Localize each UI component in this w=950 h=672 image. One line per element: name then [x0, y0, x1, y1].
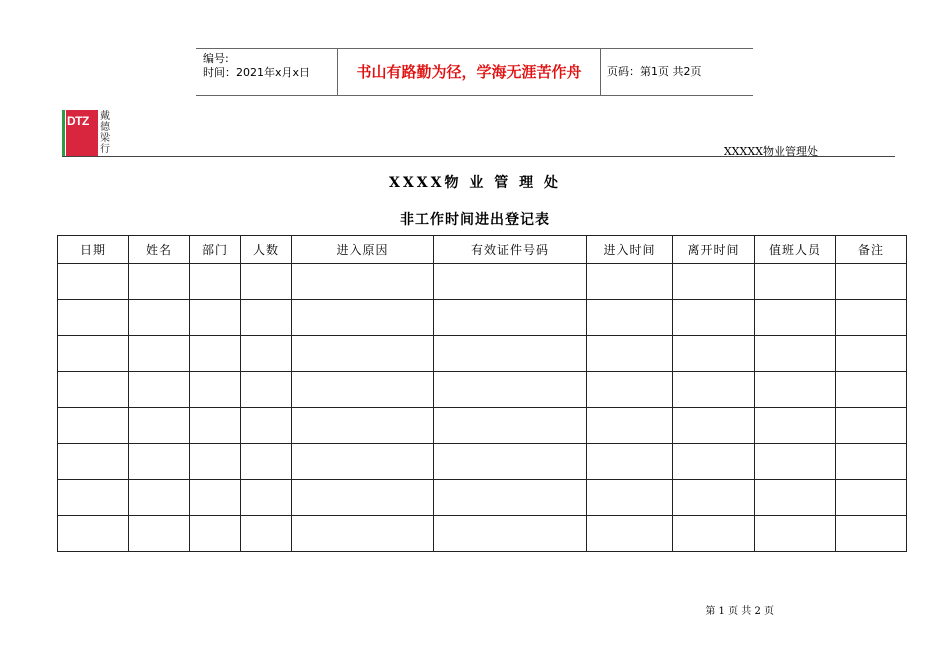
table-cell	[58, 444, 129, 480]
table-cell	[292, 300, 434, 336]
table-cell	[129, 336, 190, 372]
col-header-name: 姓名	[129, 236, 190, 264]
table-cell	[292, 516, 434, 552]
table-cell	[190, 372, 241, 408]
table-cell	[129, 408, 190, 444]
table-cell	[292, 480, 434, 516]
org-name: XXXXX物业管理处	[723, 145, 818, 158]
time-label: 时间：2021年x月x日	[203, 66, 311, 79]
table-cell	[292, 264, 434, 300]
col-header-entry-time: 进入时间	[587, 236, 673, 264]
table-cell	[190, 516, 241, 552]
table-cell	[241, 444, 292, 480]
table-cell	[58, 516, 129, 552]
register-table	[57, 235, 907, 552]
table-row	[58, 336, 907, 372]
table-header-row	[58, 236, 907, 264]
table-cell	[587, 300, 673, 336]
col-header-duty-staff: 值班人员	[755, 236, 836, 264]
col-header-date: 日期	[58, 236, 129, 264]
table-cell	[673, 444, 755, 480]
table-cell	[434, 444, 587, 480]
page-footer: 第 1 页 共 2 页	[705, 606, 774, 617]
table-cell	[190, 300, 241, 336]
table-row	[58, 372, 907, 408]
table-cell	[58, 408, 129, 444]
table-cell	[58, 480, 129, 516]
col-header-reason: 进入原因	[292, 236, 434, 264]
table-cell	[292, 372, 434, 408]
table-row	[58, 300, 907, 336]
table-row	[58, 408, 907, 444]
document-title: XXXX物 业 管 理 处	[389, 175, 561, 191]
table-row	[58, 264, 907, 300]
serial-label: 编号:	[203, 52, 229, 65]
table-cell	[755, 336, 836, 372]
table-cell	[587, 264, 673, 300]
table-cell	[129, 372, 190, 408]
table-cell	[292, 444, 434, 480]
table-cell	[129, 264, 190, 300]
table-cell	[587, 444, 673, 480]
table-cell	[836, 300, 907, 336]
table-cell	[129, 480, 190, 516]
col-header-exit-time: 离开时间	[673, 236, 755, 264]
table-cell	[673, 264, 755, 300]
table-cell	[58, 372, 129, 408]
table-cell	[755, 444, 836, 480]
table-cell	[292, 408, 434, 444]
table-cell	[836, 480, 907, 516]
table-cell	[836, 336, 907, 372]
table-cell	[129, 444, 190, 480]
table-cell	[755, 408, 836, 444]
table-cell	[241, 336, 292, 372]
table-cell	[587, 336, 673, 372]
table-cell	[129, 300, 190, 336]
table-cell	[836, 372, 907, 408]
table-cell	[292, 336, 434, 372]
header-meta	[196, 49, 338, 95]
table-cell	[673, 336, 755, 372]
table-cell	[755, 300, 836, 336]
col-header-id-number: 有效证件号码	[434, 236, 587, 264]
table-cell	[673, 372, 755, 408]
header-page-info: 页码：第1页 共2页	[607, 65, 702, 78]
table-cell	[190, 444, 241, 480]
table-cell	[241, 372, 292, 408]
logo-char-1: 戴	[100, 111, 110, 122]
table-cell	[58, 264, 129, 300]
table-cell	[190, 480, 241, 516]
logo-text: DTZ	[67, 114, 89, 128]
logo-char-2: 德	[100, 122, 110, 133]
page-header	[196, 48, 753, 96]
header-slogan: 书山有路勤为径，学海无涯苦作舟	[338, 49, 601, 95]
table-cell	[241, 516, 292, 552]
table-cell	[587, 480, 673, 516]
table-cell	[755, 516, 836, 552]
table-cell	[673, 516, 755, 552]
table-row	[58, 444, 907, 480]
logo-char-4: 行	[100, 144, 110, 155]
col-header-department: 部门	[190, 236, 241, 264]
table-cell	[190, 408, 241, 444]
table-cell	[58, 336, 129, 372]
table-cell	[836, 516, 907, 552]
col-header-count: 人数	[241, 236, 292, 264]
table-cell	[587, 516, 673, 552]
table-cell	[755, 372, 836, 408]
table-row	[58, 516, 907, 552]
header-divider	[62, 156, 895, 157]
document-subtitle: 非工作时间进出登记表	[400, 212, 550, 228]
table-cell	[755, 264, 836, 300]
table-cell	[434, 300, 587, 336]
table-cell	[673, 480, 755, 516]
col-header-remarks: 备注	[836, 236, 907, 264]
table-cell	[836, 408, 907, 444]
table-cell	[58, 300, 129, 336]
table-cell	[673, 408, 755, 444]
table-cell	[434, 516, 587, 552]
table-cell	[241, 264, 292, 300]
table-cell	[434, 264, 587, 300]
dtz-logo	[62, 110, 114, 156]
logo-green-bar	[62, 110, 65, 156]
logo-chinese	[100, 111, 112, 155]
table-cell	[241, 480, 292, 516]
table-cell	[434, 372, 587, 408]
table-cell	[587, 372, 673, 408]
table-cell	[587, 408, 673, 444]
table-cell	[129, 516, 190, 552]
table-cell	[434, 336, 587, 372]
table-cell	[241, 300, 292, 336]
table-body	[58, 264, 907, 552]
table-cell	[434, 408, 587, 444]
logo-char-3: 梁	[100, 133, 110, 144]
table-cell	[190, 264, 241, 300]
table-cell	[190, 336, 241, 372]
table-cell	[434, 480, 587, 516]
table-cell	[241, 408, 292, 444]
table-cell	[836, 264, 907, 300]
table-cell	[836, 444, 907, 480]
table-cell	[755, 480, 836, 516]
table-row	[58, 480, 907, 516]
table-cell	[673, 300, 755, 336]
